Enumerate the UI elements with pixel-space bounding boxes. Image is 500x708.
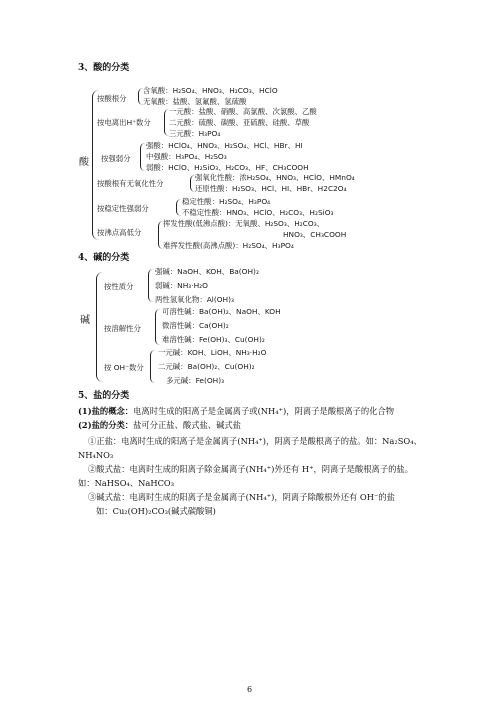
base-item: 难溶性碱：Fe(OH)₃、Cu(OH)₂ — [162, 335, 265, 344]
base-sub-brace — [148, 269, 153, 302]
acid-item: 稳定性酸：H₂SO₄、H₃PO₄ — [182, 197, 271, 206]
acid-item: 不稳定性酸：HNO₃、HClO、H₂CO₃、H₂SiO₃ — [182, 208, 334, 217]
acid-group-label: 按沸点高低分 — [97, 228, 142, 237]
base-group-label: 按 OH⁻数分 — [104, 363, 144, 372]
acid-group-label: 按稳定性强弱分 — [97, 204, 149, 213]
acid-item: 无氧酸：盐酸、氢氟酸、氢硫酸 — [143, 97, 247, 106]
acid-main-brace — [92, 90, 99, 240]
basic-salt-line: ③碱式盐：电离时生成的阳离子是金属离子(NH₄⁺)，阴离子除酸根外还有 OH⁻的盐 — [88, 492, 395, 502]
acid-item: 中强酸：H₃PO₄、H₂SO₃ — [146, 152, 227, 161]
acid-item: 含氧酸：H₂SO₄、HNO₃、H₂CO₃、HClO — [143, 86, 278, 95]
base-item: 弱碱：NH₃·H₂O — [155, 281, 208, 290]
salt-class-text: 盐可分正盐、酸式盐、碱式盐 — [133, 420, 241, 430]
acid-item: 一元酸：盐酸、硝酸、高氯酸、次氯酸、乙酸 — [169, 107, 317, 116]
acid-sub-brace — [140, 143, 145, 171]
acid-item: 难挥发性酸(高沸点酸)：H₂SO₄、H₃PO₄ — [163, 241, 294, 250]
salt-class-line — [78, 421, 241, 429]
acid-group-label: 按酸根有无氧化性分 — [97, 179, 164, 188]
base-item: 强碱：NaOH、KOH、Ba(OH)₂ — [155, 267, 259, 276]
acid-item: HNO₃、CH₃COOH — [283, 230, 347, 239]
base-root-label: 碱 — [80, 315, 90, 326]
acid-item: 强酸：HClO₄、HNO₃、H₂SO₄、HCl、HBr、HI — [146, 141, 303, 150]
base-item: 多元碱：Fe(OH)₃ — [166, 376, 225, 385]
acid-item: 强氧化性酸：浓H₂SO₄、HNO₃、HClO、HMnO₄ — [195, 173, 355, 182]
normal-salt-line: ①正盐：电离时生成的阳离子是金属离子(NH₄⁺)，阴离子是酸根离子的盐。如：Na₂SO₄、 — [88, 436, 422, 446]
base-item: 两性氢氧化物：Al(OH)₃ — [155, 295, 234, 304]
page-number: 6 — [247, 685, 253, 694]
salt-concept-text: 电离时生成的阳离子是金属离子或(NH₄⁺)，阴离子是酸根离子的化合物 — [133, 406, 395, 416]
acid-group-label: 按酸根分 — [97, 94, 127, 103]
acid-section-heading: 3、酸的分类 — [78, 63, 130, 73]
basic-salt-example: 如：Cu₂(OH)₂CO₃(碱式碳酸铜) — [96, 506, 216, 516]
base-sub-brace — [150, 350, 155, 383]
base-item: 可溶性碱：Ba(OH)₂、NaOH、KOH — [162, 307, 281, 316]
base-sub-brace — [155, 309, 160, 345]
acid-salt-line: ②酸式盐：电离时生成的阳离子除金属离子(NH₄⁺)外还有 H⁺，阴离子是酸根离子的盐。 — [88, 464, 414, 474]
acid-salt-example: 如：NaHSO₄、NaHCO₃ — [78, 478, 175, 488]
base-item: 微溶性碱：Ca(OH)₂ — [162, 321, 229, 330]
base-section-heading: 4、碱的分类 — [78, 253, 130, 263]
base-item: 一元碱：KOH、LiOH、NH₃·H₂O — [158, 348, 267, 357]
salt-concept-line — [78, 407, 394, 415]
base-main-brace — [96, 272, 103, 382]
acid-root-label: 酸 — [79, 157, 89, 168]
base-group-label: 按性质分 — [104, 282, 134, 291]
base-group-label: 按溶解性分 — [104, 324, 141, 333]
acid-sub-brace — [176, 199, 181, 216]
acid-item: 二元酸：硫酸、碳酸、亚硫酸、硅酸、草酸 — [169, 118, 310, 127]
salt-section-heading: 5、盐的分类 — [78, 391, 130, 401]
acid-item: 还原性酸：H₂SO₃、HCl、HI、HBr、H2C2O₄ — [195, 184, 347, 193]
base-item: 二元碱：Ba(OH)₂、Cu(OH)₂ — [158, 362, 255, 371]
acid-item: 弱酸：HClO、H₂SiO₃、H₂CO₃、HF、CH₃COOH — [146, 163, 309, 172]
acid-group-label: 按强弱分 — [101, 154, 131, 163]
acid-group-label: 按电离出H⁺数分 — [97, 118, 151, 127]
acid-item: 三元酸：H₃PO₄ — [169, 129, 221, 138]
normal-salt-example: NH₄NO₃ — [78, 450, 114, 460]
salt-concept-label: (1)盐的概念： — [78, 406, 134, 416]
salt-class-label: (2)盐的分类： — [78, 420, 134, 430]
acid-item: 挥发性酸(低沸点酸)：无氧酸、H₂SO₃、H₂CO₃、 — [163, 219, 325, 228]
